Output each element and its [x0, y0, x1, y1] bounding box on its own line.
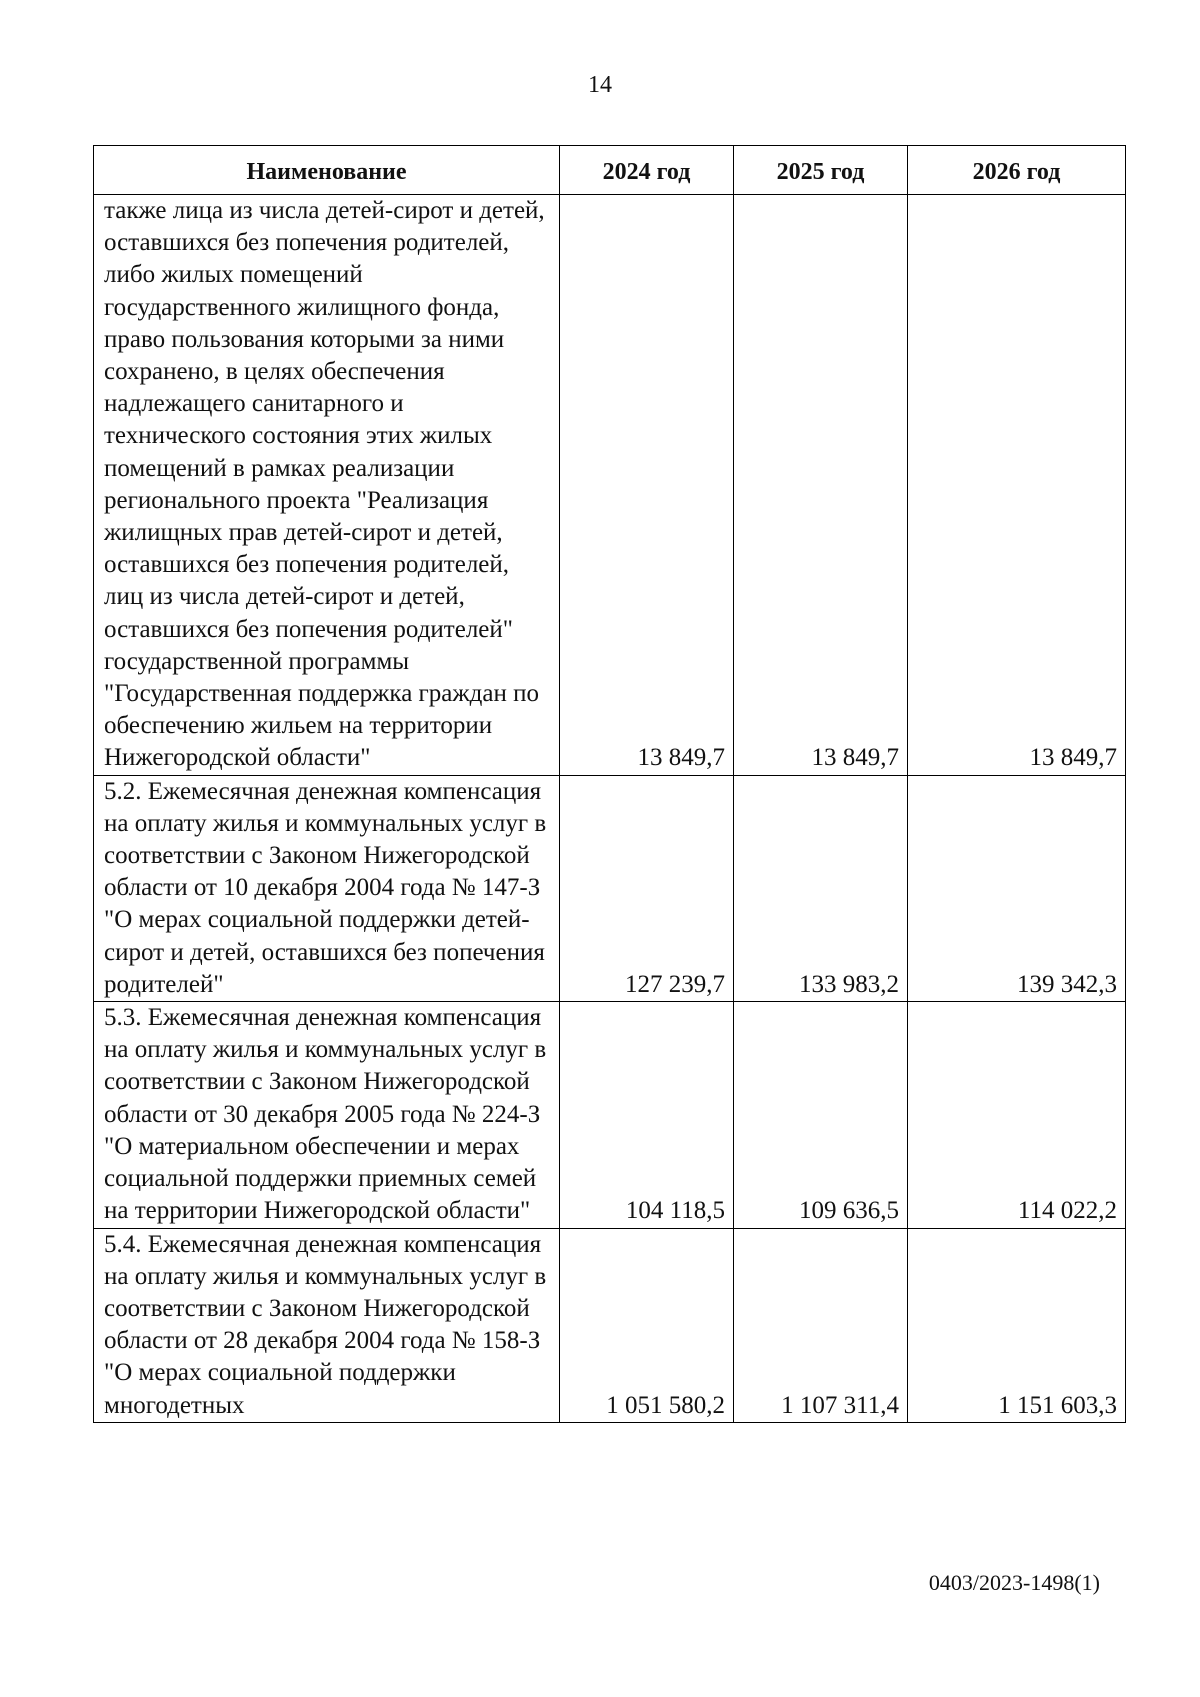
value-2024: 104 118,5 — [560, 1002, 734, 1228]
value-2025: 109 636,5 — [734, 1002, 908, 1228]
row-name: также лица из числа детей-сирот и детей, оставшихся без попечения родителей, либо жилых помещений государственного жилищного фонда, право пользования которыми за ними сохранено, в целях обеспечения надлежащего санитарного и технического состояния этих жилых помещений в рамках реализации регионального проекта "Реализация жилищных прав детей-сирот и детей, оставшихся без попечения родителей, лиц из числа детей-сирот и детей, оставшихся без попечения родителей" государственной программы "Государственная поддержка граждан по обеспечению жильем на территории Нижегородской области" — [94, 195, 560, 776]
value-2024: 1 051 580,2 — [560, 1228, 734, 1422]
budget-table — [93, 145, 1126, 1423]
table-row — [94, 775, 1126, 1001]
value-2025: 133 983,2 — [734, 775, 908, 1001]
value-2026: 139 342,3 — [908, 775, 1126, 1001]
header-2024: 2024 год — [560, 146, 734, 195]
row-name: 5.2. Ежемесячная денежная компенсация на оплату жилья и коммунальных услуг в соответствии с Законом Нижегородской области от 10 декабря 2004 года № 147-З "О мерах социальной поддержки детей-сирот и детей, оставшихся без попечения родителей" — [94, 775, 560, 1001]
value-2026: 1 151 603,3 — [908, 1228, 1126, 1422]
table-row — [94, 1002, 1126, 1228]
value-2026: 13 849,7 — [908, 195, 1126, 776]
table-row — [94, 1228, 1126, 1422]
header-name: Наименование — [94, 146, 560, 195]
header-2025: 2025 год — [734, 146, 908, 195]
value-2025: 1 107 311,4 — [734, 1228, 908, 1422]
value-2026: 114 022,2 — [908, 1002, 1126, 1228]
header-2026: 2026 год — [908, 146, 1126, 195]
row-name: 5.3. Ежемесячная денежная компенсация на оплату жилья и коммунальных услуг в соответствии с Законом Нижегородской области от 30 декабря 2005 года № 224-З "О материальном обеспечении и мерах социальной поддержки приемных семей на территории Нижегородской области" — [94, 1002, 560, 1228]
row-name: 5.4. Ежемесячная денежная компенсация на оплату жилья и коммунальных услуг в соответствии с Законом Нижегородской области от 28 декабря 2004 года № 158-З "О мерах социальной поддержки многодетных — [94, 1228, 560, 1422]
document-code: 0403/2023-1498(1) — [928, 1570, 1100, 1595]
page-number: 14 — [588, 72, 612, 98]
table-header-row — [94, 146, 1126, 195]
value-2024: 13 849,7 — [560, 195, 734, 776]
table-row — [94, 195, 1126, 776]
value-2025: 13 849,7 — [734, 195, 908, 776]
value-2024: 127 239,7 — [560, 775, 734, 1001]
